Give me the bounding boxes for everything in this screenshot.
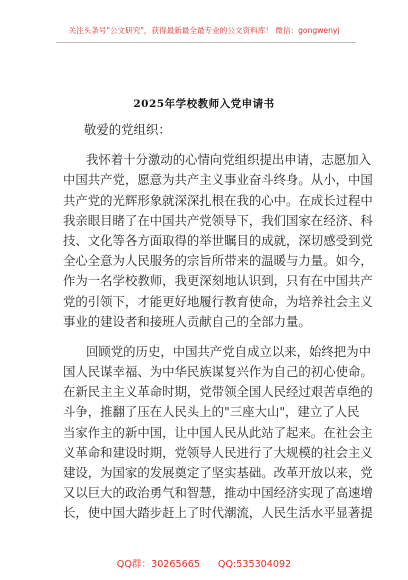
text-line: 全心全意为人民服务的宗旨所带来的温暖与力量。如今， <box>63 253 373 269</box>
text-line: 义革命和建设时期，党领导人民进行了大规模的社会主义 <box>63 444 373 460</box>
text-line: 我怀着十分激动的心情向党组织提出申请，志愿加入 <box>86 152 371 168</box>
header-promo-note: 关注头条号"公文研究"，获得最新最全最专业的公文资料库！ 微信：gongwenyj <box>68 26 340 35</box>
footer-qq-number: QQ:535304092 <box>217 559 292 570</box>
paragraph-gap <box>63 140 347 150</box>
text-line: 中国共产党，愿意为共产主义事业奋斗终身。从小，中国 <box>63 172 373 188</box>
text-line: 共产党的光辉形象就深深扎根在我的心中。在成长过程中 <box>63 192 373 208</box>
text-line: 长，使中国大踏步赶上了时代潮流，人民生活水平显著提 <box>63 505 373 521</box>
text-line: 作为一名学校教师，我更深刻地认识到，只有在中国共产 <box>63 273 373 289</box>
text-line: 回顾党的历史，中国共产党自成立以来，始终把为中 <box>86 343 371 359</box>
text-line: 斗争，推翻了压在人民头上的"三座大山"，建立了人民 <box>63 404 360 420</box>
document-body <box>63 120 373 524</box>
text-line: 我亲眼目睹了在中国共产党领导下，我们国家在经济、科 <box>63 212 373 228</box>
header-divider <box>56 42 356 43</box>
document-title: 2025年学校教师入党申请书 <box>133 98 275 110</box>
salutation: 敬爱的党组织： <box>84 122 171 137</box>
paragraph-2 <box>63 342 373 524</box>
text-line: 又以巨大的政治勇气和智慧，推动中国经济实现了高速增 <box>63 485 373 501</box>
text-line: 建设，为国家的发展奠定了坚实基础。改革开放以来，党 <box>63 465 373 480</box>
text-line: 事业的建设者和接班人贡献自己的全部力量。 <box>63 313 311 329</box>
text-line: 当家作主的新中国，让中国人民从此站了起来。在社会主 <box>63 424 373 440</box>
paragraph-1 <box>63 150 373 332</box>
footer-qq-group: QQ群：30265665 <box>116 559 200 570</box>
text-line: 技、文化等各方面取得的举世瞩目的成就，深切感受到党 <box>63 232 373 248</box>
text-line: 在新民主主义革命时期，党带领全国人民经过艰苦卓绝的 <box>63 384 373 400</box>
text-line: 国人民谋幸福、为中华民族谋复兴作为自己的初心使命。 <box>63 364 373 380</box>
footer-contact <box>0 556 408 570</box>
paragraph-gap <box>63 332 347 342</box>
text-line: 党的引领下，才能更好地履行教育使命，为培养社会主义 <box>63 293 373 309</box>
